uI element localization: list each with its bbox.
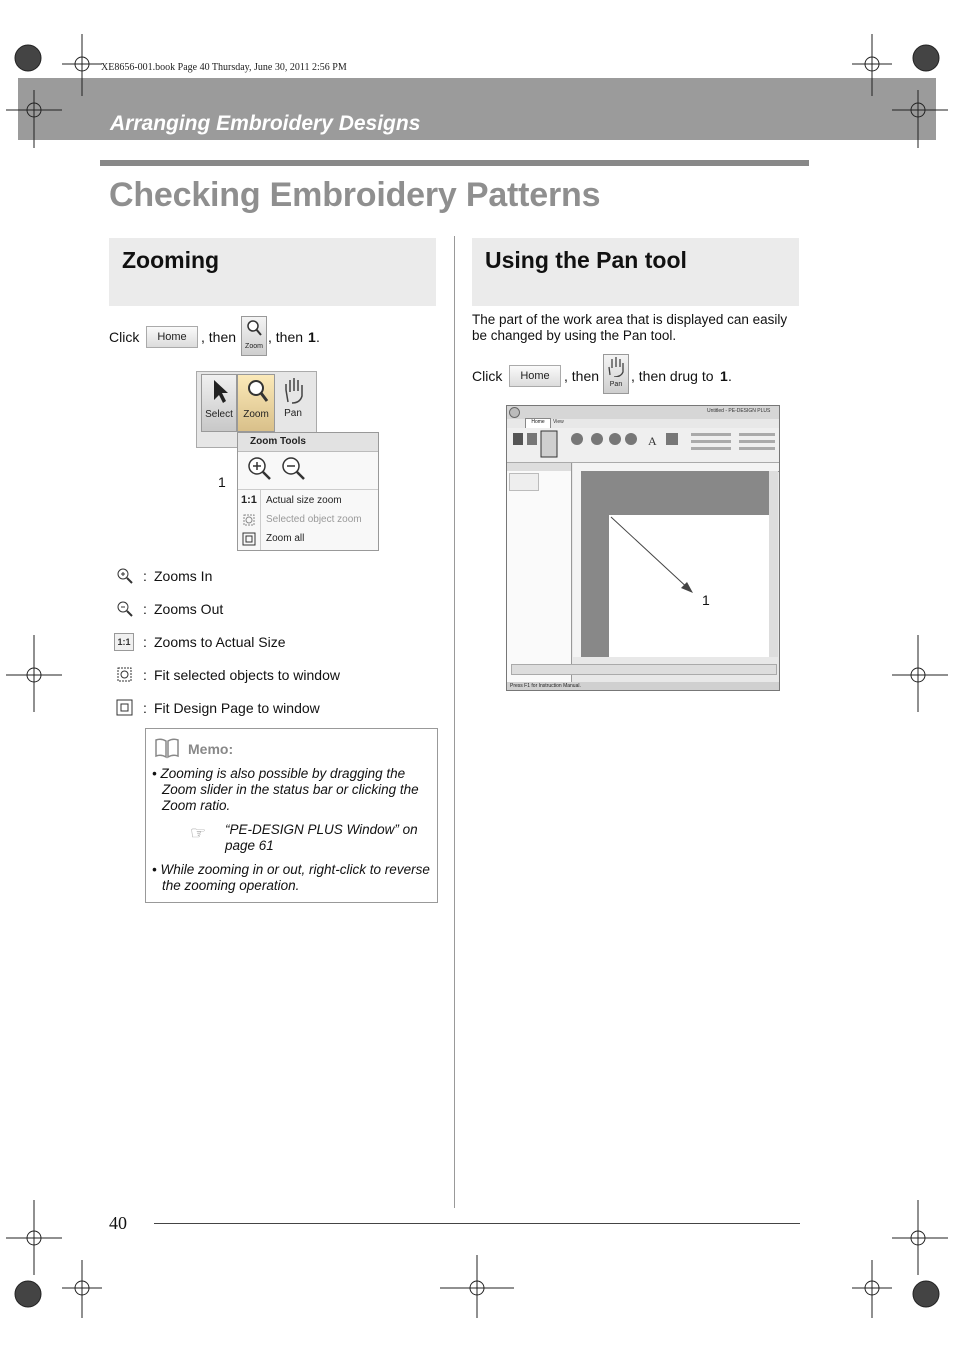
fit-page-icon (116, 699, 134, 717)
magnifier-icon (244, 377, 270, 405)
horizontal-scrollbar[interactable] (511, 664, 777, 675)
status-text: Press F1 for Instruction Manual. (510, 683, 581, 689)
memo-title: Memo: (188, 741, 234, 757)
memo-box (145, 728, 438, 903)
zoom-out-icon (116, 600, 134, 618)
zooming-heading-box (109, 238, 436, 306)
zoom-out-icon[interactable] (280, 455, 306, 481)
legend-zoom-out: : Zooms Out (114, 599, 444, 619)
menu-item-selected-object[interactable] (238, 511, 378, 529)
legend-text: Zooms In (154, 568, 213, 584)
ribbon-icons (511, 430, 779, 458)
zoom-instruction (109, 316, 439, 356)
footer-rule (154, 1223, 800, 1224)
home-tab-button[interactable]: Home (509, 365, 561, 387)
then-text: , then (201, 329, 237, 345)
callout-number: 1 (218, 474, 226, 490)
pan-heading: Using the Pan tool (485, 247, 687, 273)
period: . (316, 329, 320, 345)
vertical-scrollbar[interactable] (769, 471, 778, 657)
app-ribbon (507, 428, 779, 463)
legend-text: Fit Design Page to window (154, 700, 320, 716)
legend-zoom-in: : Zooms In (114, 566, 444, 586)
menu-item-actual-size[interactable] (238, 492, 378, 510)
print-info: XE8656-001.book Page 40 Thursday, June 30, 2011 2:56 PM (101, 62, 347, 73)
status-bar (507, 682, 779, 690)
actual-size-icon: 1:1 (114, 633, 134, 651)
sewing-order-pane (507, 463, 572, 682)
actual-size-icon: 1:1 (241, 494, 257, 506)
step-number: 1 (308, 329, 316, 345)
fit-page-icon (242, 532, 256, 546)
pan-heading-box (472, 238, 799, 306)
pointing-hand-icon: ☞ (190, 823, 207, 843)
menu-item-zoom-all[interactable] (238, 530, 378, 548)
page-number: 40 (109, 1213, 127, 1233)
pan-button-label: Pan (609, 381, 623, 388)
legend-text: Fit selected objects to window (154, 667, 340, 683)
zoom-label: Zoom (243, 409, 269, 420)
tab-view[interactable]: View (553, 419, 564, 425)
memo-reference[interactable]: “PE-DESIGN PLUS Window” on page 61 (225, 822, 418, 853)
then-drag-text: , then drug to (631, 368, 714, 384)
fit-selected-icon (242, 513, 256, 527)
pan-ribbon-button[interactable] (275, 374, 311, 430)
zoom-button-label: Zoom (245, 343, 263, 350)
select-label: Select (205, 409, 233, 420)
work-area[interactable] (581, 471, 769, 657)
click-text: Click (472, 368, 503, 384)
column-divider (454, 236, 455, 1208)
click-text: Click (109, 329, 140, 345)
section-title: Arranging Embroidery Designs (110, 112, 421, 135)
zoom-ribbon-button[interactable] (237, 374, 275, 432)
magnifier-icon (242, 317, 266, 339)
fit-selected-icon (116, 666, 134, 684)
legend-text: Zooms to Actual Size (154, 634, 286, 650)
zoom-tool-button[interactable] (241, 316, 267, 356)
menu-item-label: Actual size zoom (266, 495, 342, 506)
pan-tool-button[interactable] (603, 354, 629, 394)
zoom-in-icon (116, 567, 134, 585)
menu-divider (238, 489, 378, 490)
drag-arrow (581, 471, 769, 657)
zooming-heading: Zooming (122, 247, 220, 273)
book-icon (154, 737, 180, 759)
legend-actual-size: 1:1 : Zooms to Actual Size (114, 632, 444, 652)
callout-number: 1 (702, 592, 710, 608)
pan-intro: The part of the work area that is displayed can easily be changed by using the Pan tool. (472, 312, 788, 343)
step-number: 1 (720, 368, 728, 384)
app-screenshot (506, 405, 780, 691)
hand-icon (282, 376, 306, 404)
tab-home[interactable]: Home (525, 418, 551, 429)
legend-text: Zooms Out (154, 601, 224, 617)
svg-text:A: A (648, 434, 657, 448)
zoom-in-icon[interactable] (246, 455, 272, 481)
menu-item-label: Selected object zoom (266, 514, 362, 525)
pan-instruction (472, 354, 802, 396)
memo-bullet-2: • While zooming in or out, right-click to reverse the zooming operation. (152, 862, 430, 893)
select-tool-button[interactable] (201, 374, 237, 432)
then-text: , then (564, 368, 600, 384)
page-title: Checking Embroidery Patterns (109, 176, 601, 214)
app-logo-icon (509, 407, 520, 418)
legend-fit-page: : Fit Design Page to window (114, 698, 444, 718)
period: . (728, 368, 732, 384)
zoom-tools-menu (237, 432, 379, 551)
pane-toolbar (509, 473, 539, 491)
pane-header (507, 463, 571, 471)
hand-icon (604, 355, 628, 377)
pan-label: Pan (284, 408, 302, 419)
menu-header (238, 433, 378, 452)
legend-fit-selected: : Fit selected objects to window (114, 665, 444, 685)
menu-item-label: Zoom all (266, 533, 305, 544)
home-tab-button[interactable]: Home (146, 326, 198, 348)
arrow-cursor-icon (210, 378, 230, 404)
then-text-2: , then (268, 329, 304, 345)
vertical-ruler (573, 471, 581, 657)
menu-title: Zoom Tools (250, 436, 306, 447)
app-window-title: Untitled - PE-DESIGN PLUS (707, 408, 771, 414)
memo-bullet-1: • Zooming is also possible by dragging the Zoom slider in the status bar or clicking the Zoom ratio. (152, 766, 419, 813)
